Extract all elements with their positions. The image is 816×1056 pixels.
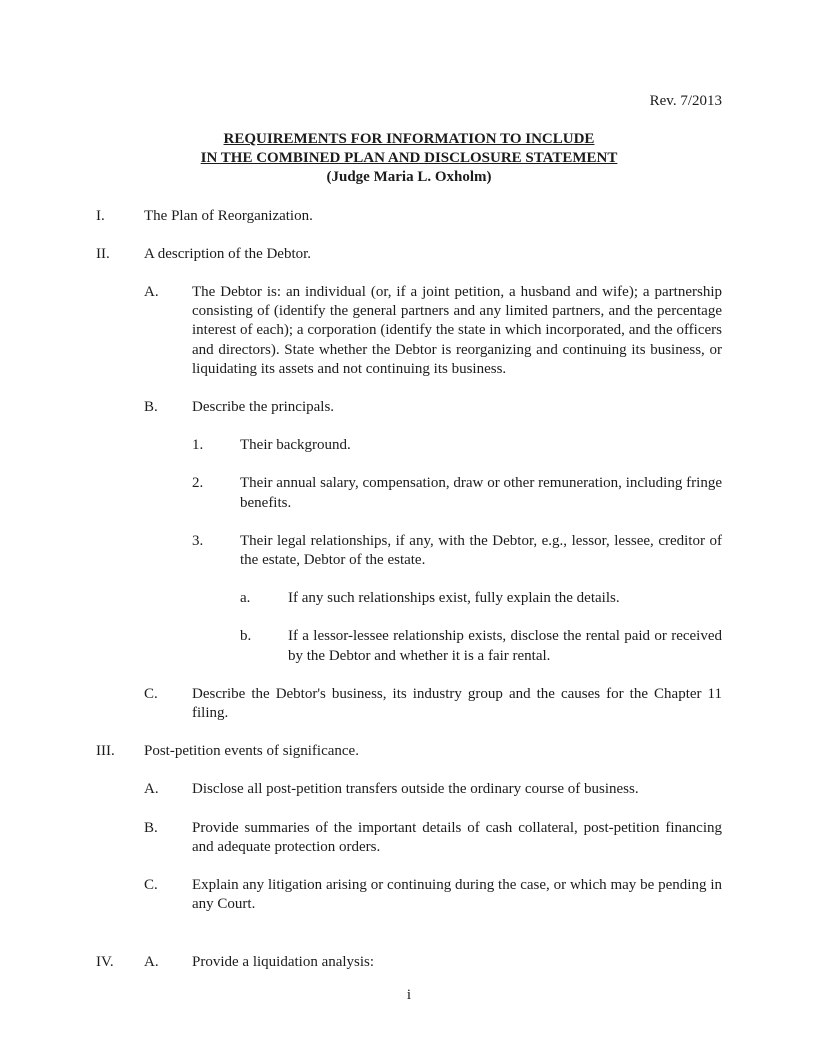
item-label: 2. — [192, 475, 204, 492]
item-text: Describe the principals. — [192, 399, 335, 416]
item-text: Their annual salary, compensation, draw or other remuneration, including fringe benefits. — [240, 475, 722, 511]
item-label: A. — [144, 781, 159, 798]
document-title-block — [96, 130, 722, 188]
item-label: I. — [96, 207, 105, 224]
item-text: A description of the Debtor. — [144, 245, 312, 262]
title-judge-name: (Judge Maria L. Oxholm) — [326, 169, 492, 186]
outline-item — [96, 474, 722, 512]
item-label: IV. — [96, 954, 114, 971]
outline-item — [96, 207, 722, 226]
item-label: C. — [144, 877, 158, 894]
item-label: A. — [144, 284, 159, 301]
item-text: The Plan of Reorganization. — [144, 207, 313, 224]
item-label: B. — [144, 819, 158, 836]
outline-item — [96, 627, 722, 665]
outline-item — [96, 876, 722, 914]
item-label: II. — [96, 245, 110, 262]
item-text: The Debtor is: an individual (or, if a joint petition, a husband and wife); a partnership consisting of (identify the general partners and any limited partners, and the percentage interest of each); a corporation (identify the state in which incorporated, and the officers and directors). State whether the Debtor is reorganizing and continuing its business, or liquidating its assets and not continuing its business. — [192, 284, 722, 377]
item-label: 1. — [192, 437, 204, 454]
item-label: C. — [144, 685, 158, 702]
item-label: A. — [144, 954, 159, 971]
item-label: b. — [240, 628, 252, 645]
outline-item — [96, 742, 722, 761]
title-line-1: REQUIREMENTS FOR INFORMATION TO INCLUDE — [223, 131, 595, 147]
item-text: Post-petition events of significance. — [144, 743, 359, 760]
item-text: Provide summaries of the important details of cash collateral, post-petition financing and adequate protection orders. — [192, 819, 722, 855]
revision-label: Rev. 7/2013 — [649, 93, 722, 109]
outline-item — [96, 780, 722, 799]
outline-item — [96, 685, 722, 723]
item-text: Their legal relationships, if any, with the Debtor, e.g., lessor, lessee, creditor of the estate, Debtor of the estate. — [240, 532, 722, 569]
item-text: If a lessor-lessee relationship exists, disclose the rental paid or received by the Debtor and whether it is a fair rental. — [288, 628, 722, 664]
item-label: III. — [96, 743, 115, 760]
outline-item — [96, 589, 722, 608]
item-text: If any such relationships exist, fully explain the details. — [288, 590, 620, 607]
item-text: Provide a liquidation analysis: — [192, 954, 375, 971]
page-number: i — [406, 986, 412, 1003]
title-line-2: IN THE COMBINED PLAN AND DISCLOSURE STATEMENT — [200, 150, 618, 167]
item-text: Disclose all post-petition transfers outside the ordinary course of business. — [192, 781, 639, 798]
outline-list — [96, 207, 722, 973]
outline-item — [96, 819, 722, 857]
item-label: 3. — [192, 532, 204, 549]
item-text: Explain any litigation arising or continuing during the case, or which may be pending in any Court. — [192, 877, 722, 913]
outline-item — [96, 398, 722, 417]
outline-item — [96, 532, 722, 570]
outline-item — [96, 245, 722, 264]
item-label: a. — [240, 590, 251, 607]
item-text: Their background. — [240, 437, 351, 454]
outline-item — [96, 436, 722, 455]
item-text: Describe the Debtor's business, its industry group and the causes for the Chapter 11 filing. — [192, 685, 722, 722]
outline-item — [96, 953, 722, 972]
outline-item — [96, 283, 722, 379]
item-label: B. — [144, 399, 158, 416]
